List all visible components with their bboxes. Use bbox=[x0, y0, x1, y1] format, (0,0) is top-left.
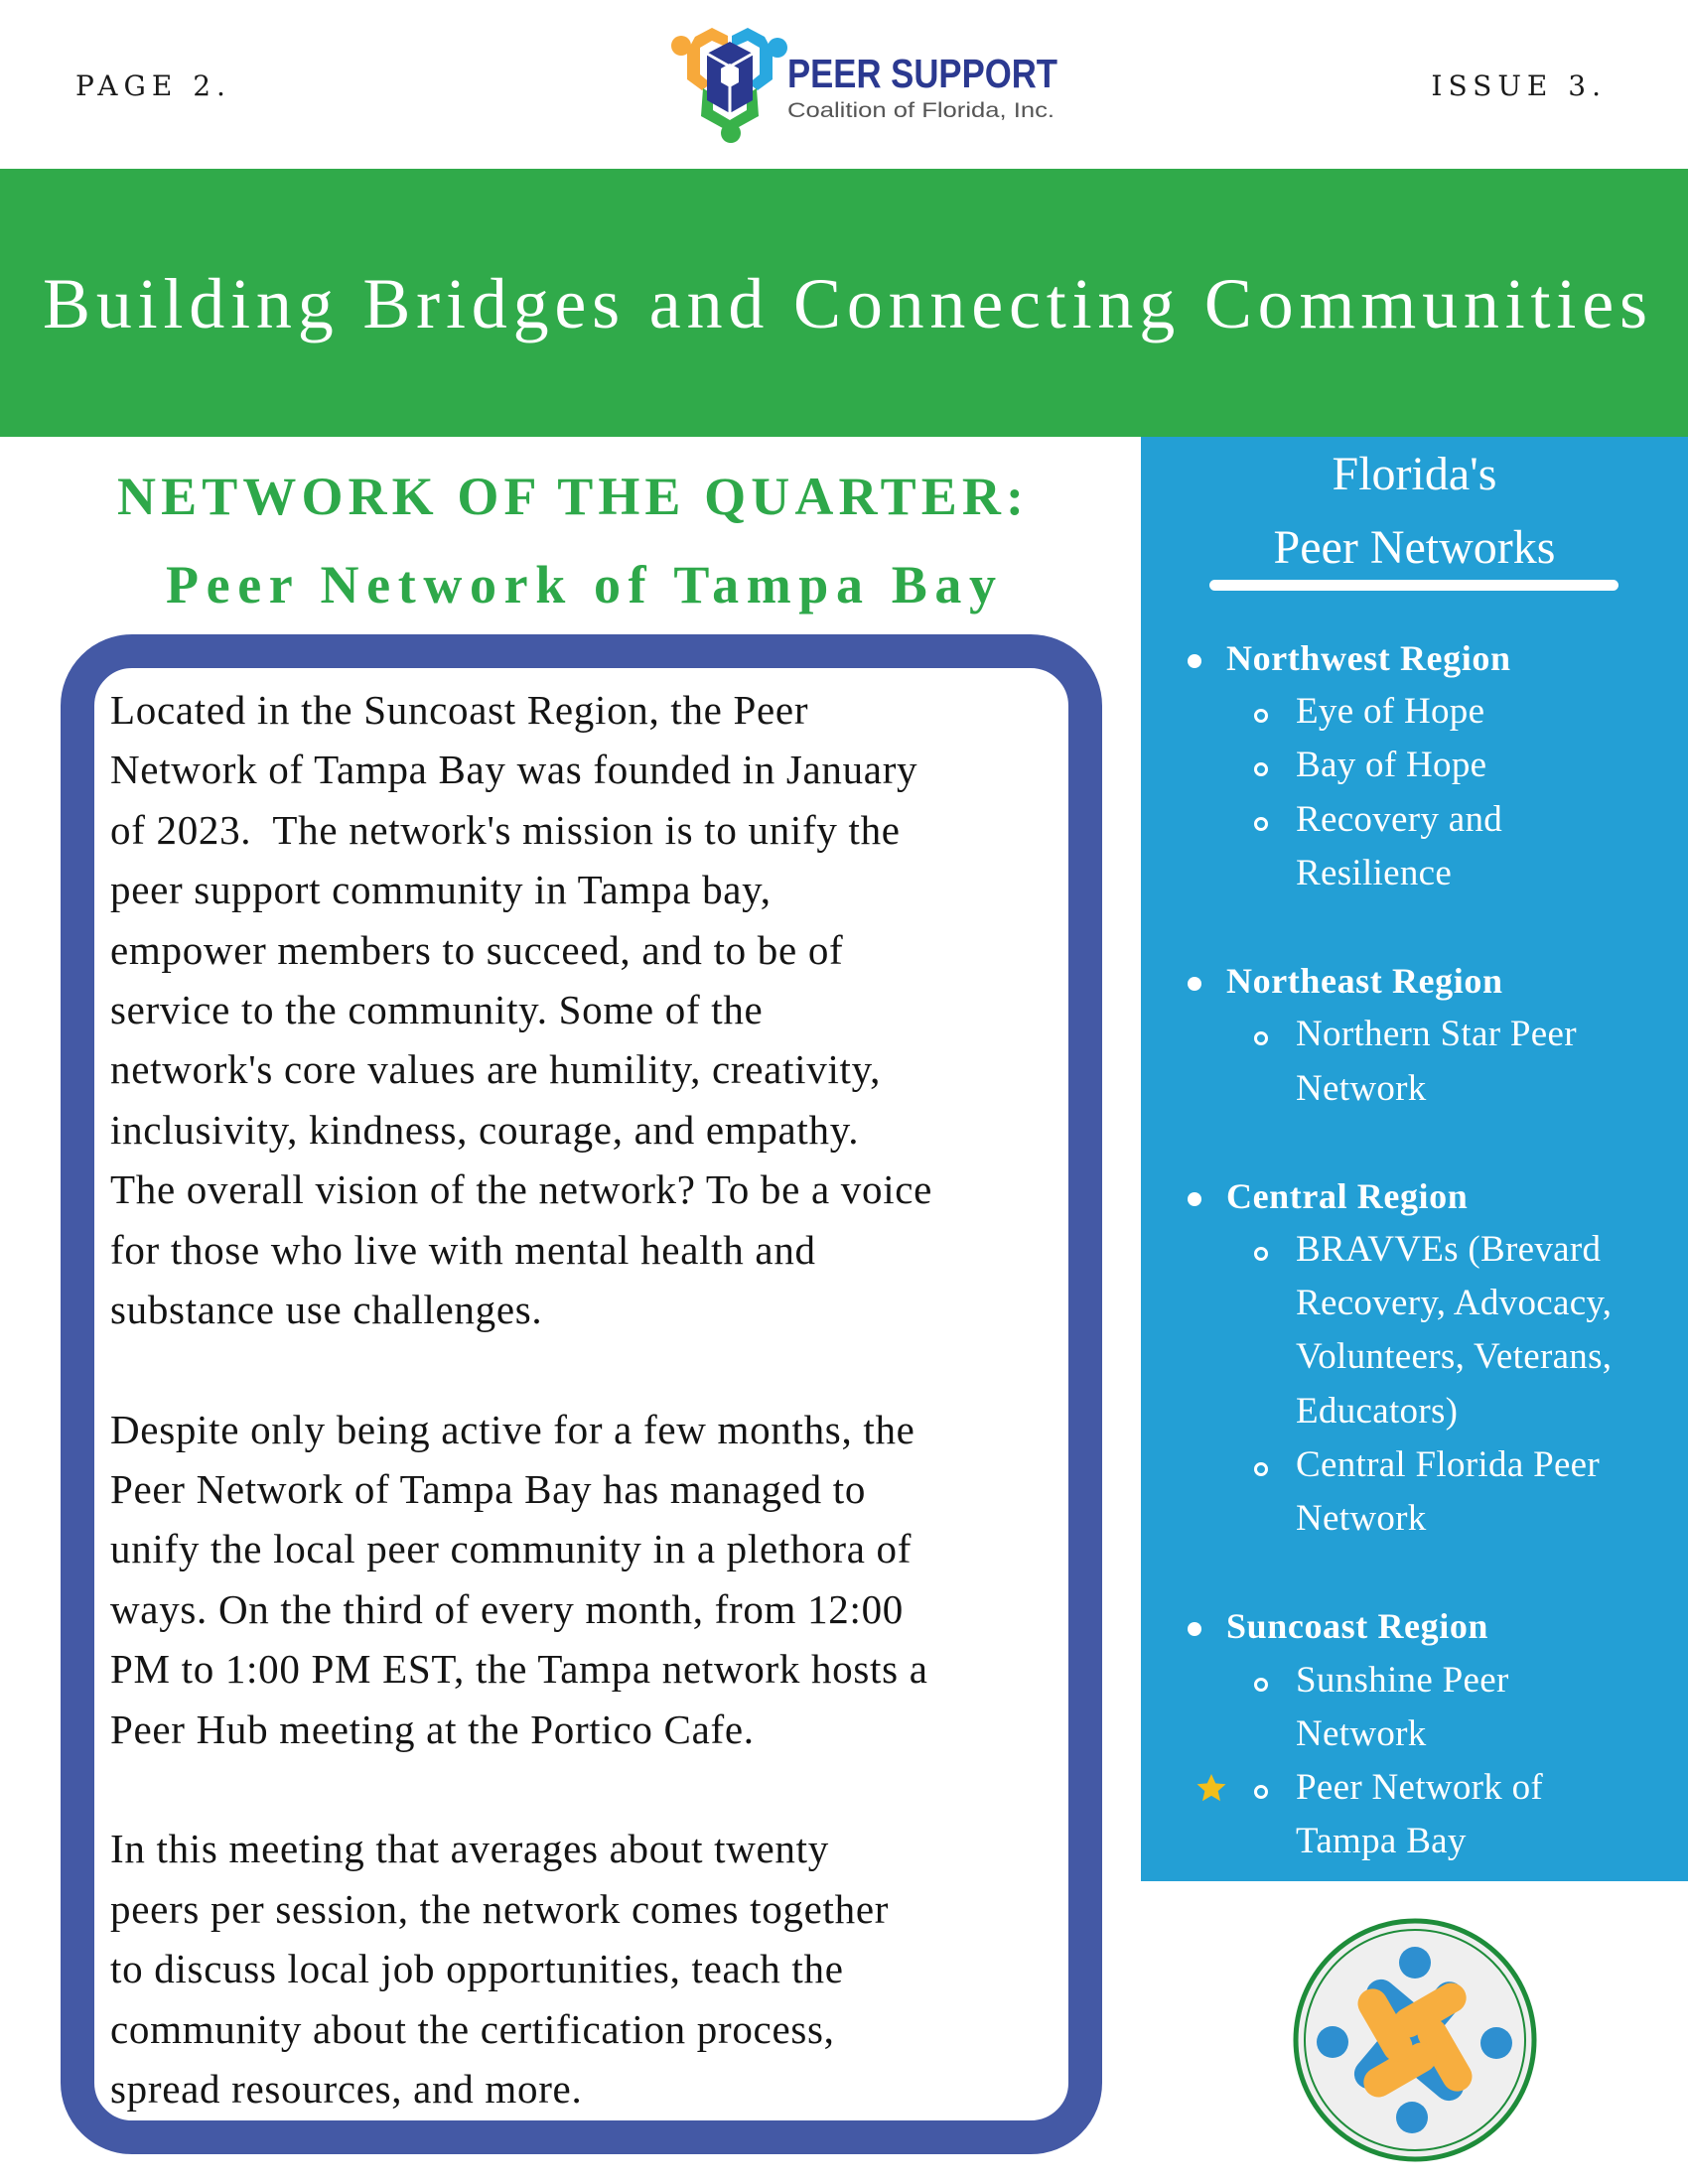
logo-subtitle: Coalition of Florida, Inc. bbox=[787, 99, 1055, 122]
network-item-continued bbox=[1141, 1062, 1688, 1116]
region-northwest bbox=[1141, 631, 1688, 900]
circle-bullet-icon bbox=[1254, 709, 1268, 723]
banner-title: Building Bridges and Connecting Communities bbox=[43, 264, 1647, 343]
page-number: PAGE 2. bbox=[75, 69, 231, 102]
network-name: Network bbox=[1296, 1067, 1427, 1109]
network-item bbox=[1141, 1654, 1688, 1707]
region-list bbox=[1141, 631, 1688, 1868]
network-item bbox=[1141, 739, 1688, 792]
text-line: to discuss local job opportunities, teach the bbox=[110, 1946, 844, 1992]
article-paragraph bbox=[110, 1400, 1063, 1759]
network-item-continued bbox=[1141, 1277, 1688, 1330]
network-name: Eye of Hope bbox=[1296, 691, 1485, 733]
community-circle-logo-icon bbox=[1291, 1916, 1539, 2164]
network-name: Educators) bbox=[1296, 1390, 1459, 1432]
feature-heading bbox=[61, 453, 1102, 631]
network-item-highlighted bbox=[1141, 1761, 1688, 1815]
network-name: Resilience bbox=[1296, 852, 1453, 893]
network-name: Peer Network of bbox=[1296, 1766, 1544, 1808]
circle-bullet-icon bbox=[1254, 1678, 1268, 1692]
network-item-continued bbox=[1141, 847, 1688, 900]
region-suncoast bbox=[1141, 1599, 1688, 1868]
network-name: Bay of Hope bbox=[1296, 745, 1487, 786]
network-name: Recovery and bbox=[1296, 798, 1503, 840]
network-name: Central Florida Peer bbox=[1296, 1443, 1601, 1485]
star-icon bbox=[1196, 1773, 1226, 1803]
sidebar-title-underline bbox=[1209, 580, 1618, 591]
text-line: inclusivity, kindness, courage, and empathy. bbox=[110, 1106, 860, 1153]
title-banner bbox=[0, 169, 1688, 437]
text-line: PM to 1:00 PM EST, the Tampa network hosts a bbox=[110, 1646, 928, 1693]
article-paragraph bbox=[110, 1819, 1063, 2118]
network-item-continued bbox=[1141, 1385, 1688, 1438]
circle-bullet-icon bbox=[1254, 1785, 1268, 1799]
text-line: community about the certification process, bbox=[110, 2005, 835, 2052]
peer-networks-sidebar bbox=[1141, 437, 1688, 1881]
logo-title: PEER SUPPORT bbox=[787, 51, 1057, 96]
network-item bbox=[1141, 1438, 1688, 1492]
text-line: Network of Tampa Bay was founded in January bbox=[110, 747, 918, 793]
text-line: The overall vision of the network? To be a voice bbox=[110, 1166, 933, 1213]
network-item bbox=[1141, 1008, 1688, 1061]
region-heading bbox=[1141, 1169, 1688, 1223]
text-line: In this meeting that averages about twenty bbox=[110, 1826, 829, 1872]
bullet-icon bbox=[1188, 1192, 1201, 1206]
network-name: Network bbox=[1296, 1498, 1427, 1539]
network-name: Tampa Bay bbox=[1296, 1821, 1467, 1862]
peer-support-logo-wordmark bbox=[784, 50, 1062, 124]
text-line: Despite only being active for a few months, the bbox=[110, 1406, 915, 1452]
text-line: ways. On the third of every month, from 12:00 bbox=[110, 1585, 904, 1632]
sidebar-title-line2: Peer Networks bbox=[1273, 521, 1556, 574]
bullet-icon bbox=[1188, 977, 1201, 991]
text-line: peer support community in Tampa bay, bbox=[110, 867, 772, 913]
text-line: empower members to succeed, and to be of bbox=[110, 926, 844, 973]
text-line: peers per session, the network comes together bbox=[110, 1885, 890, 1932]
network-item-continued bbox=[1141, 1707, 1688, 1761]
network-item bbox=[1141, 1223, 1688, 1277]
network-item bbox=[1141, 793, 1688, 847]
region-central bbox=[1141, 1169, 1688, 1546]
region-name: Northeast Region bbox=[1226, 961, 1503, 1002]
network-item-continued bbox=[1141, 1330, 1688, 1384]
region-name: Suncoast Region bbox=[1226, 1606, 1489, 1647]
text-line: Located in the Suncoast Region, the Peer bbox=[110, 687, 809, 733]
text-line: service to the community. Some of the bbox=[110, 986, 764, 1032]
feature-heading-line2: Peer Network of Tampa Bay bbox=[166, 555, 996, 614]
network-item-continued bbox=[1141, 1492, 1688, 1546]
text-line: of 2023. The network's mission is to unify the bbox=[110, 806, 901, 853]
region-northeast bbox=[1141, 954, 1688, 1116]
network-name: Network bbox=[1296, 1712, 1427, 1754]
region-heading bbox=[1141, 954, 1688, 1008]
issue-number: ISSUE 3. bbox=[1431, 69, 1607, 102]
text-line: for those who live with mental health and bbox=[110, 1226, 816, 1273]
text-line: Peer Network of Tampa Bay has managed to bbox=[110, 1466, 867, 1513]
bullet-icon bbox=[1188, 1622, 1201, 1636]
text-line: substance use challenges. bbox=[110, 1286, 543, 1332]
feature-article-body bbox=[110, 680, 1063, 2118]
network-name: BRAVVEs (Brevard bbox=[1296, 1229, 1602, 1271]
article-paragraph bbox=[110, 680, 1063, 1339]
network-name: Recovery, Advocacy, bbox=[1296, 1283, 1613, 1324]
circle-bullet-icon bbox=[1254, 1031, 1268, 1045]
region-name: Northwest Region bbox=[1226, 638, 1511, 678]
circle-bullet-icon bbox=[1254, 817, 1268, 831]
network-name: Northern Star Peer bbox=[1296, 1014, 1577, 1055]
text-line: network's core values are humility, creativity, bbox=[110, 1046, 882, 1093]
network-name: Sunshine Peer bbox=[1296, 1659, 1509, 1701]
region-heading bbox=[1141, 631, 1688, 685]
region-heading bbox=[1141, 1599, 1688, 1653]
bullet-icon bbox=[1188, 654, 1201, 668]
text-line: Peer Hub meeting at the Portico Cafe. bbox=[110, 1706, 755, 1752]
circle-bullet-icon bbox=[1254, 1247, 1268, 1261]
text-line: unify the local peer community in a plethora of bbox=[110, 1526, 913, 1572]
peer-support-logo-icon bbox=[665, 25, 794, 144]
network-item-continued bbox=[1141, 1815, 1688, 1868]
text-line: spread resources, and more. bbox=[110, 2065, 583, 2112]
network-item bbox=[1141, 685, 1688, 739]
circle-bullet-icon bbox=[1254, 762, 1268, 776]
feature-heading-line1: NETWORK OF THE QUARTER: bbox=[117, 467, 1024, 526]
network-name: Volunteers, Veterans, bbox=[1296, 1336, 1613, 1378]
sidebar-title-line1: Florida's bbox=[1332, 448, 1497, 500]
region-name: Central Region bbox=[1226, 1175, 1469, 1216]
circle-bullet-icon bbox=[1254, 1462, 1268, 1476]
